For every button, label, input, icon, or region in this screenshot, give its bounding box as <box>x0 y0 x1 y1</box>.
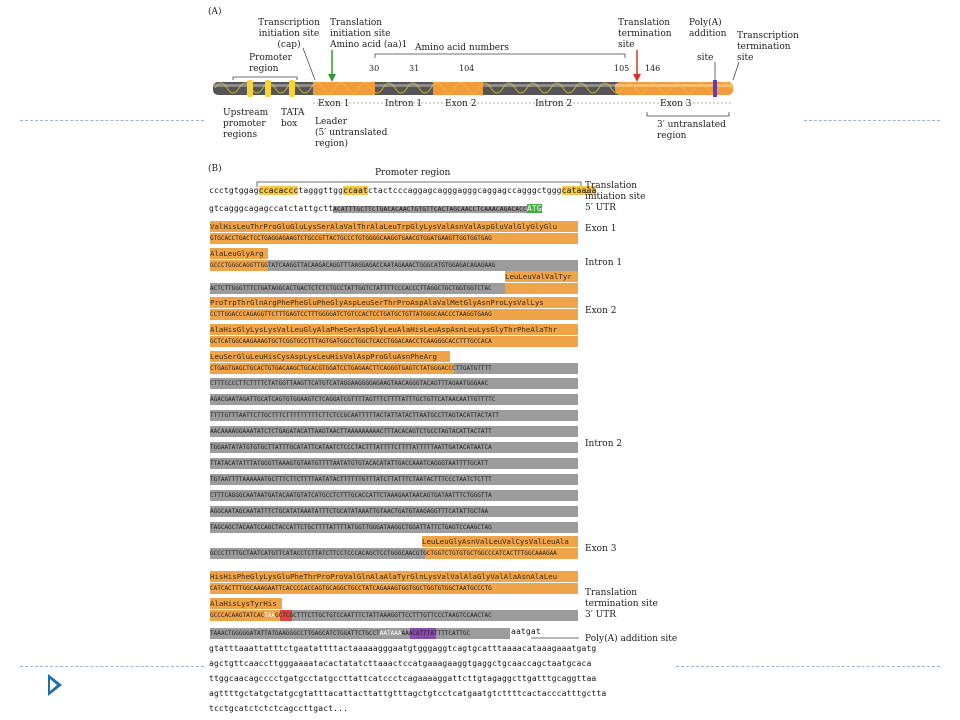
dashed-rule-bottom-left <box>20 666 204 667</box>
aa-number-105: 105 <box>614 64 630 73</box>
exon2-aa-row-2: AlaHisGlyLysLysValLeuGlyAlaPheSerAspGlyLeuAlaHisLeuAspAsnLeuLysGlyThrPheAlaThr <box>210 324 578 335</box>
intron2-nt-row: TGTAATTTTAAAAAATGCTTTCTTCTTTTAATATACTTTTTTGTTTATCTTATTTCTAATACTTTCCCTAATCTCTTT <box>210 474 578 485</box>
dashed-rule-top-right <box>804 120 940 121</box>
exon3-nt-row-2: CATCACTTTGGCAAAGAATTCACCCCACCAGTGCAGGCTGCCTATCAGAAAGTGGTGGCTGGTGTGGCTAATGCCCTG <box>210 583 578 594</box>
label-transcription-initiation-3: (cap) <box>277 40 301 50</box>
intron1-aa-row: AlaLeuGlyArg <box>210 248 268 259</box>
stop-codon: TAA <box>264 612 276 619</box>
tata-box-marker <box>289 80 295 97</box>
polya-marker <box>713 80 717 97</box>
label-promoter-region-2: region <box>249 64 279 74</box>
dashed-rule-bottom-right <box>676 666 940 667</box>
intron2-nt-row: AGACGAATAGATTGCATCAGTGTGGAAGTCTCAGGATCGTTTTAGTTTCTTTTATTTGCTGTTCATAACAATTGTTTTC <box>210 394 578 405</box>
label-transcription-termination-3: site <box>737 53 754 63</box>
exon3-aa-row-3: AlaHisLysTyrHis <box>210 598 282 609</box>
plain-sequence-row: agttttgctatgctatgcgtatttacattacttattgtttagctgtcctcatgaatgtcttttcactacccatttgctta <box>209 689 607 698</box>
label-translation-initiation-2: initiation site <box>330 29 391 39</box>
label-intron1: Intron 1 <box>385 99 423 109</box>
translation-initiation-arrow-icon <box>328 74 336 82</box>
aa-number-104: 104 <box>459 64 475 73</box>
intron2-nt-row: TTATACATATTTATGGGTTAAAGTGTAATGTTTTAATATGTGTACACATATTGACCAAATCAGGGTAATTTTGCATT <box>210 458 578 469</box>
utr3-nt-row: TAAACTGGGGGATATTATGAAGGGCCTTGAGCATCTGGATTCTGCCTAATAAAAAACATTTATTTTCATTGC <box>210 628 510 639</box>
label-tata-2: box <box>281 119 298 129</box>
label-upstream-1: Upstream <box>223 108 269 118</box>
label-transcription-initiation-2: initiation site <box>258 29 320 39</box>
plain-sequence-row: ttggcaacagcccctgatgcctatgccttattcatccctcagaaaaggattcttgtagaggcttgatttgcaggttaa <box>209 674 597 683</box>
exon2-nt-row-1: CCTTGGACCCAGAGGTTCTTTGAGTCCTTTGGGGATCTGTCCACTCCTGATGCTGTTATGGGCAACCCTAAGGTGAAG <box>210 309 578 320</box>
exon3-nt-row-3: GCCCACAAGTATCACTAAGCTCGCTTTCTTGCTGTCCAATTTCTATTAAAGGTTCCTTTGTTCCCTAAGTCCAACTAC <box>210 610 578 621</box>
label-intron1-b: Intron 1 <box>585 258 623 268</box>
label-translation-termination-b2: termination site <box>585 599 658 609</box>
plain-sequence-row: gtatttaaattatttctgaatattttactaaaaagggaatgtgggaggtcagtgcatttaaaacataaagaaatgatg <box>209 644 597 653</box>
label-translation-termination-2: termination <box>618 29 672 39</box>
intron2-nt-row: AGGCAATAGCAATATTTCTGCATATAAATATTTCTGCATATAAATTGTAACTGATGTAAGAGGTTTCATATTGCTAA <box>210 506 578 517</box>
intron2-nt-row: CTTTCAGGGCAATAATGATACAATGTATCATGCCTCTTTGCACCATTCTAAAGAATAACAGTGATAATTTCTGGGTTA <box>210 490 578 501</box>
aa-number-146: 146 <box>645 64 661 73</box>
label-amino-acid-numbers: Amino acid numbers <box>415 43 510 53</box>
gene-structure-diagram <box>205 0 805 160</box>
exon2-aa-row-1: ProTrpThrGlnArgPhePheGluPheGlyAspLeuSerThrProAspAlaValMetGlyAsnProLysValLys <box>210 297 578 308</box>
translation-termination-arrow-icon <box>633 74 641 82</box>
intron2-nt-row: CTTTCCCCTTCTTTTCTATGGTTAAGTTCATGTCATAGGAAGGGGAGAAGTAACAGGGTACAGTTTAGAATGGGAAC <box>210 378 578 389</box>
label-translation-termination-1: Translation <box>618 18 671 28</box>
label-3utr-1: 3′ untranslated <box>657 120 726 130</box>
label-polya-addition-2: addition <box>689 29 727 39</box>
upstream-promoter-marker <box>247 80 253 97</box>
seq-line-2: gtcagggcagagccatctattgcttACATTTGCTTCTGACACAACTGTGTTCACTAGCAACCTCAAACAGACACCATG <box>209 204 542 213</box>
label-translation-initiation-1: Translation <box>330 18 383 28</box>
label-leader-1: Leader <box>315 117 348 127</box>
aa-number-30: 30 <box>369 64 380 73</box>
label-translation-initiation-b2: initiation site <box>585 192 646 202</box>
label-exon2: Exon 2 <box>445 99 477 109</box>
label-leader-2: (5′ untranslated <box>315 128 388 138</box>
label-upstream-2: promoter <box>223 119 266 129</box>
label-leader-3: region) <box>315 139 348 149</box>
panel-b-label: (B) <box>208 164 222 174</box>
exon2-start-aa-row: LeuLeuValValTyr <box>505 271 578 282</box>
exon3-aa-row-1: LeuLeuGlyAsnValLeuValCysValLeuAla <box>422 536 578 547</box>
label-exon2-b: Exon 2 <box>585 306 617 316</box>
label-polya-site: Poly(A) addition site <box>585 634 678 644</box>
exon1-aa-row: ValHisLeuThrProGluGluLysSerAlaValThrAlaLeuTrpGlyLysValAsnValAspGluValGlyGlyGlu <box>210 221 578 232</box>
label-intron2-b: Intron 2 <box>585 439 623 449</box>
label-exon1: Exon 1 <box>318 99 350 109</box>
exon2-nt-row-3: CTGAGTGAGCTGCACTGTGACAAGCTGCACGTGGATCCTGAGAACTTCAGGGTGAGTCTATGGGACCCTTGATGTTTT <box>210 363 578 374</box>
polya-leader-line <box>529 622 585 642</box>
seq-tail-plain: aatgat <box>511 627 541 636</box>
label-transcription-termination-1: Transcription <box>737 31 799 41</box>
label-5utr: 5′ UTR <box>585 203 616 213</box>
intron2-nt-row: TAGCAGCTACAATCCAGCTACCATTCTGCTTTTATTTTATGGTTGGGATAAGGCTGGATTATTCTGAGTCCAAGCTAG <box>210 522 578 533</box>
label-3utr-2: region <box>657 131 687 141</box>
intron2-nt-row: AACAAAAGGAAATATCTCTGAGATACATTAAGTAACTTAAAAAAAAACTTTACACAGTCTGCCTAGTACATTACTATT <box>210 426 578 437</box>
slide-arrow-bullet-icon <box>48 674 62 696</box>
exon1-nt-row: GTGCACCTGACTCCTGAGGAGAAGTCTGCCGTTACTGCCCTGTGGGGCAAGGTGAACGTGGATGAAGTTGGTGGTGAG <box>210 233 578 244</box>
label-translation-termination-b1: Translation <box>585 588 638 598</box>
upstream-promoter-marker-2 <box>265 80 271 97</box>
label-translation-initiation-b1: Translation <box>585 181 638 191</box>
label-intron2: Intron 2 <box>535 99 573 109</box>
label-tata-1: TATA <box>281 108 305 118</box>
label-exon3: Exon 3 <box>660 99 692 109</box>
label-transcription-initiation-1: Transcription <box>258 18 320 28</box>
seq-line-1: ccctgtggagccacaccctagggttggccaatctactcccaggagcagggagggcaggagccagggctgggcataaaa <box>209 186 597 195</box>
dashed-rule-top-left <box>20 120 204 121</box>
exon2-nt-row-2: GCTCATGGCAAGAAAGTGCTCGGTGCCTTTAGTGATGGCCTGGCTCACCTGGACAACCTCAAGGGCACCTTTGCCACA <box>210 336 578 347</box>
intron1-end-row: ACTCTTGGGTTTCTGATAGGCACTGACTCTCTCTGCCTATTGGTCTATTTTCCCACCCTTAGGCTGCTGGTGGTCTAC <box>210 283 578 294</box>
exon2-aa-row-3: LeuSerGluLeuHisCysAspLysLeuHisValAspProGluAsnPheArg <box>210 351 450 362</box>
exon3-nt-row-1: GCCCTTTTGCTAATCATGTTCATACCTCTTATCTTCCTCCCACAGCTCCTGGGCAACGTGCTGGTCTGTGTGCTGGCCCATCACTTTGGCAAAGAA <box>210 548 578 559</box>
plain-sequence-row: agctgttcaaccttgggaaaatacactatatcttaaactccatgaaagaaggtgaggctgcaaccagctaatgcaca <box>209 659 592 668</box>
label-exon3-b: Exon 3 <box>585 544 617 554</box>
label-promoter-region: Promoter region <box>375 168 451 178</box>
intron2-nt-row: TTTTGTTTAATTCTTGCTTTCTTTTTTTTTCTTCTCCGCAATTTTTACTATTATACTTAATGCCTTAGTACATTACTATT <box>210 410 578 421</box>
label-polya-addition-1: Poly(A) <box>689 18 722 28</box>
polya-signal: AATAAA <box>379 630 402 637</box>
exon3-aa-row-2: HisHisPheGlyLysGluPheThrProProValGlnAlaAlaTyrGlnLysValValAlaGlyValAlaAsnAlaLeu <box>210 571 578 582</box>
label-upstream-3: regions <box>223 130 258 140</box>
label-transcription-termination-2: termination <box>737 42 791 52</box>
plain-sequence-row: tcctgcatctctctcagccttgact... <box>209 704 349 713</box>
label-3utr-b: 3′ UTR <box>585 610 616 620</box>
aa-number-31: 31 <box>409 64 420 73</box>
panel-a-label: (A) <box>208 7 222 17</box>
intron2-nt-row: TGGAATATATGTGTGCTTATTTGCATATTCATAATCTCCCTACTTTATTTTCTTTTATTTTTAATTGATACATAATCA <box>210 442 578 453</box>
label-translation-termination-3: site <box>618 40 635 50</box>
gene-sequence-panel <box>205 164 678 720</box>
label-polya-addition-3: site <box>697 53 714 63</box>
label-translation-initiation-3: Amino acid (aa)1 <box>330 40 408 50</box>
label-promoter-region-1: Promoter <box>249 53 292 63</box>
label-exon1-b: Exon 1 <box>585 224 617 234</box>
intron1-nt-row: GCCCTGGGCAGGTTGGTATCAAGGTTACAAGACAGGTTTAAGGAGACCAATAGAAACTGGGCATGTGGAGACAGAGAAG <box>210 260 578 271</box>
